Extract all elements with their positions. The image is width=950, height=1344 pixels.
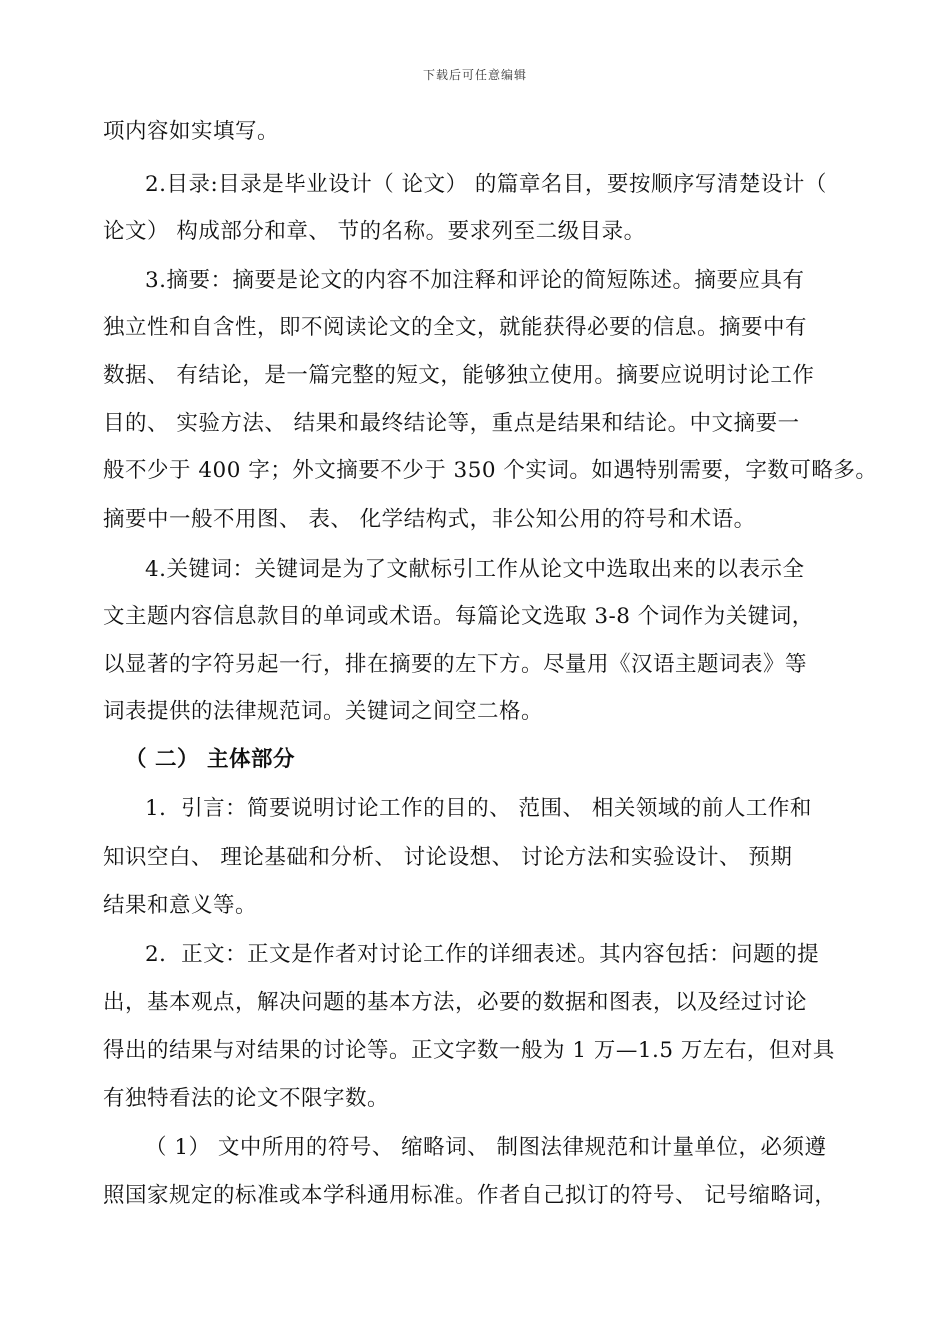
text-line: 摘要中一般不用图、 表、 化学结构式，非公知公用的符号和术语。 xyxy=(103,507,756,532)
text-line: 知识空白、 理论基础和分析、 讨论设想、 讨论方法和实验设计、 预期 xyxy=(103,845,793,870)
text-line: 般不少于 400 字；外文摘要不少于 350 个实词。如遇特别需要，字数可略多。 xyxy=(103,458,878,483)
paragraph-abstract: 3.摘要：摘要是论文的内容不加注释和评论的简短陈述。摘要应具有 xyxy=(145,268,805,293)
paragraph-symbols: （ 1） 文中所用的符号、 缩略词、 制图法律规范和计量单位，必须遵 xyxy=(145,1135,827,1160)
page-header-note: 下载后可任意编辑 xyxy=(422,68,527,82)
text-line: 项内容如实填写。 xyxy=(103,119,280,144)
paragraph-toc: 2.目录:目录是毕业设计（ 论文） 的篇章名目，要按顺序写清楚设计（ xyxy=(145,172,827,197)
paragraph-body: 2．正文：正文是作者对讨论工作的详细表述。其内容包括：问题的提 xyxy=(145,942,820,967)
text-line: 文主题内容信息款目的单词或术语。每篇论文选取 3-8 个词作为关键词， xyxy=(103,604,814,629)
text-line: 词表提供的法律规范词。关键词之间空二格。 xyxy=(103,699,544,724)
text-line: 独立性和自含性，即不阅读论文的全文，就能获得必要的信息。摘要中有 xyxy=(103,315,808,340)
text-line: 得出的结果与对结果的讨论等。正文字数一般为 1 万—1.5 万左右，但对具 xyxy=(103,1038,835,1063)
text-line: 以显著的字符另起一行，排在摘要的左下方。尽量用《汉语主题词表》等 xyxy=(103,652,808,677)
paragraph-keywords: 4.关键词：关键词是为了文献标引工作从论文中选取出来的以表示全 xyxy=(145,557,805,582)
text-line: 照国家规定的标准或本学科通用标准。作者自己拟订的符号、 记号缩略词， xyxy=(103,1183,837,1208)
section-heading: （ 二） 主体部分 xyxy=(125,747,295,772)
text-line: 目的、 实验方法、 结果和最终结论等，重点是结果和结论。中文摘要一 xyxy=(103,411,800,436)
text-line: 数据、 有结论，是一篇完整的短文，能够独立使用。摘要应说明讨论工作 xyxy=(103,363,815,388)
paragraph-introduction: 1．引言：简要说明讨论工作的目的、 范围、 相关领域的前人工作和 xyxy=(145,796,812,821)
text-line: 出，基本观点，解决问题的基本方法，必要的数据和图表，以及经过讨论 xyxy=(103,990,808,1015)
text-line: 有独特看法的论文不限字数。 xyxy=(103,1086,390,1111)
text-line: 论文） 构成部分和章、 节的名称。要求列至二级目录。 xyxy=(103,219,646,244)
text-line: 结果和意义等。 xyxy=(103,893,258,918)
